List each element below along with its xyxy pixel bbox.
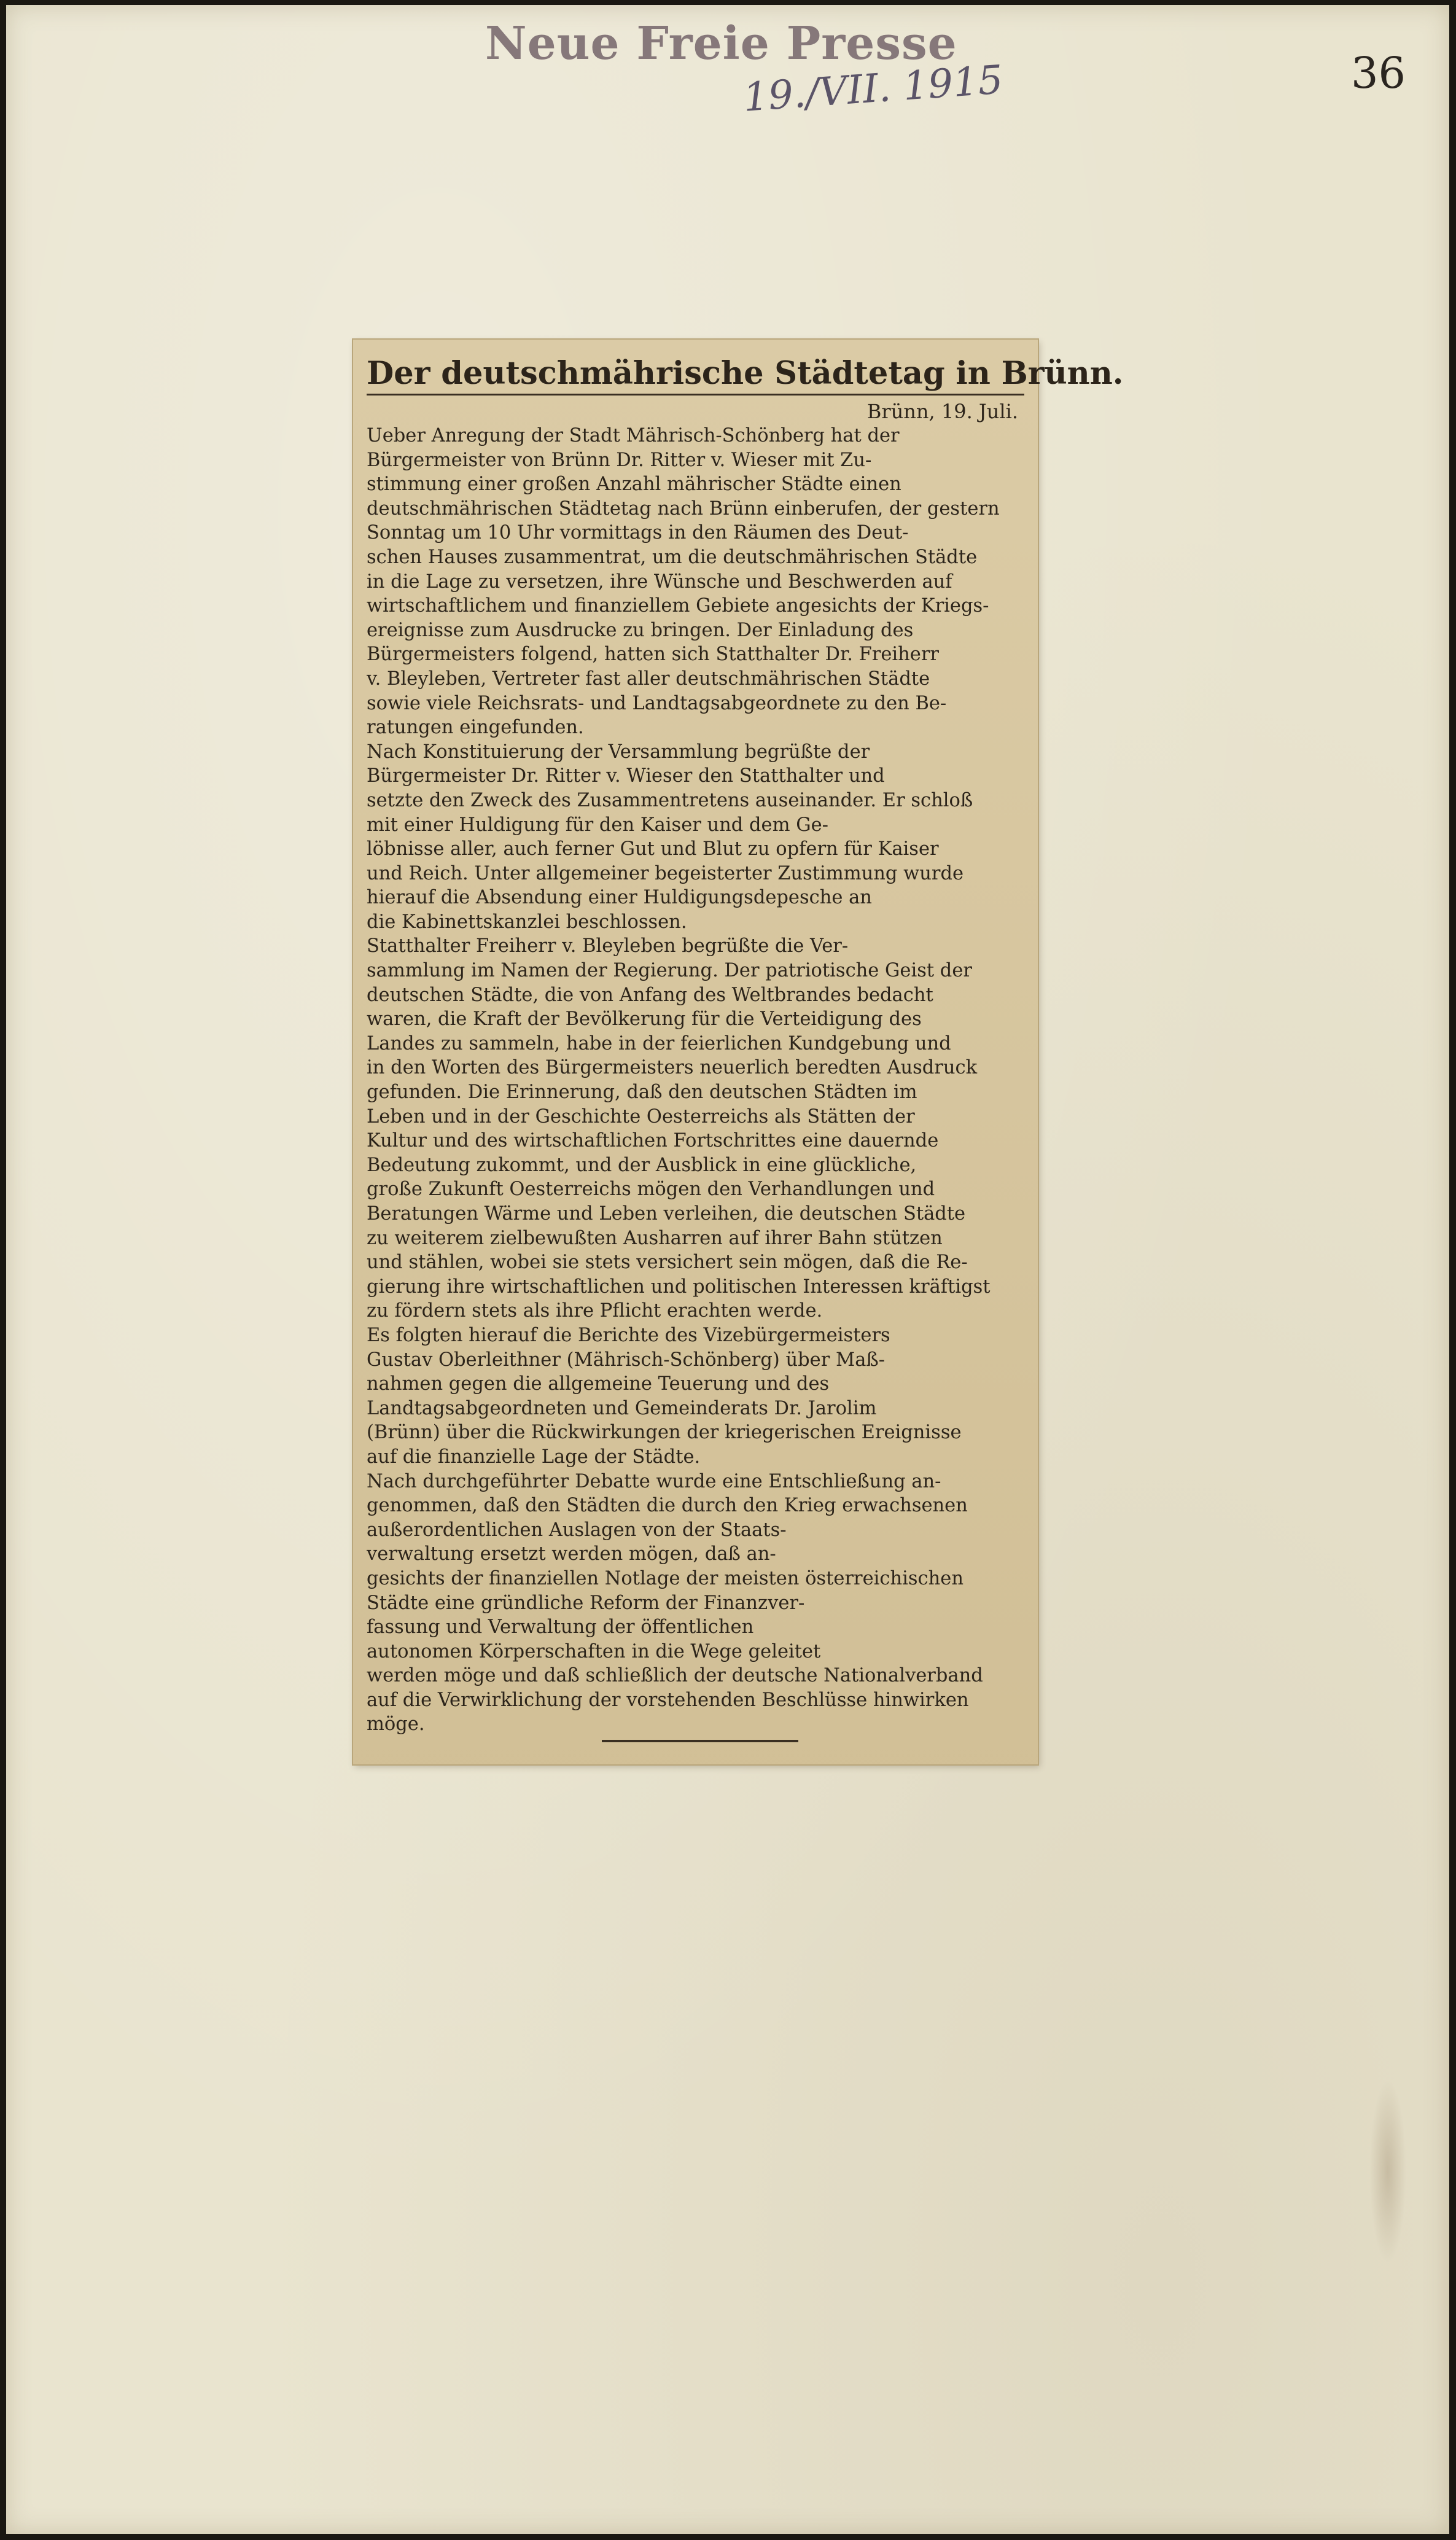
article-line: v. Bleyleben, Vertreter fast aller deutschmährischen Städte [367, 668, 930, 690]
article-line: Statthalter Freiherr v. Bleyleben begrüßte die Ver- [367, 935, 849, 957]
article-line: Nach Konstituierung der Versammlung begrüßte der [367, 741, 870, 763]
article-line: Kultur und des wirtschaftlichen Fortschrittes eine dauernde [367, 1130, 939, 1152]
archive-sheet [6, 5, 1449, 2534]
article-line: zu fördern stets als ihre Pflicht erachten werde. [367, 1300, 823, 1322]
article-line: schen Hauses zusammentrat, um die deutschmährischen Städte [367, 546, 978, 568]
article-line: wirtschaftlichem und finanziellem Gebiete angesichts der Kriegs- [367, 595, 989, 617]
article-line: Landtagsabgeordneten und Gemeinderats Dr. Jarolim [367, 1397, 877, 1419]
article-line: Beratungen Wärme und Leben verleihen, die deutschen Städte [367, 1203, 966, 1225]
article-line: deutschen Städte, die von Anfang des Weltbrandes bedacht [367, 984, 933, 1006]
article-line: Leben und in der Geschichte Oesterreichs als Stätten der [367, 1105, 915, 1128]
article-line: Landes zu sammeln, habe in der feierlichen Kundgebung und [367, 1032, 951, 1054]
article-line: Nach durchgeführter Debatte wurde eine Entschließung an- [367, 1470, 941, 1492]
article-line: setzte den Zweck des Zusammentretens auseinander. Er schloß [367, 789, 973, 811]
article-line: gierung ihre wirtschaftlichen und politischen Interessen kräftigst [367, 1276, 991, 1298]
page-number: 36 [1351, 48, 1406, 98]
article-line: werden möge und daß schließlich der deutsche Nationalverband [367, 1665, 983, 1687]
headline-rule [367, 394, 1024, 395]
article-line: stimmung einer großen Anzahl mährischer Städte einen [367, 473, 901, 496]
article-line: Es folgten hierauf die Berichte des Vizebürgermeisters [367, 1324, 890, 1346]
article-line: gefunden. Die Erinnerung, daß den deutschen Städten im [367, 1081, 917, 1104]
article-line: deutschmährischen Städtetag nach Brünn einberufen, der gestern [367, 497, 1000, 520]
article-line: Gustav Oberleithner (Mährisch-Schönberg) über Maß- [367, 1349, 886, 1371]
article-line: fassung und Verwaltung der öffentlichen [367, 1616, 754, 1638]
article-end-rule [602, 1740, 798, 1742]
article-line: Bedeutung zukommt, und der Ausblick in eine glückliche, [367, 1154, 917, 1176]
article-line: sammlung im Namen der Regierung. Der patriotische Geist der [367, 960, 972, 982]
article-line: die Kabinettskanzlei beschlossen. [367, 911, 687, 933]
article-line: waren, die Kraft der Bevölkerung für die Verteidigung des [367, 1008, 922, 1030]
newspaper-clipping [353, 340, 1124, 1764]
article-line: und Reich. Unter allgemeiner begeisterter Zustimmung wurde [367, 862, 964, 884]
article-dateline: Brünn, 19. Juli. [866, 400, 1018, 423]
article-headline: Der deutschmährische Städtetag in Brünn. [367, 355, 1124, 392]
newspaper-stamp: Neue Freie Presse [485, 17, 957, 70]
article-line: in die Lage zu versetzen, ihre Wünsche und Beschwerden auf [367, 571, 952, 593]
article [367, 354, 1124, 1737]
article-line: Bürgermeisters folgend, hatten sich Statthalter Dr. Freiherr [367, 644, 939, 666]
article-line: zu weiterem zielbewußten Ausharren auf ihrer Bahn stützen [367, 1227, 943, 1249]
article-line: auf die finanzielle Lage der Städte. [367, 1446, 701, 1468]
article-body [367, 424, 1024, 1737]
article-line: und stählen, wobei sie stets versichert sein mögen, daß die Re- [367, 1252, 968, 1274]
article-line: Sonntag um 10 Uhr vormittags in den Räumen des Deut- [367, 522, 909, 544]
article-line: außerordentlichen Auslagen von der Staats- [367, 1519, 787, 1541]
article-line: in den Worten des Bürgermeisters neuerlich beredten Ausdruck [367, 1057, 978, 1079]
article-line: Ueber Anregung der Stadt Mährisch-Schönberg hat der [367, 425, 900, 446]
article-line: mit einer Huldigung für den Kaiser und dem Ge- [367, 814, 828, 836]
article-line: nahmen gegen die allgemeine Teuerung und des [367, 1373, 830, 1395]
article-line: sowie viele Reichsrats- und Landtagsabgeordnete zu den Be- [367, 692, 947, 714]
paper-stain [1369, 2079, 1406, 2264]
article-line: (Brünn) über die Rückwirkungen der kriegerischen Ereignisse [367, 1422, 962, 1444]
article-line: hierauf die Absendung einer Huldigungsdepesche an [367, 887, 872, 909]
article-line: möge. [367, 1713, 425, 1736]
handwritten-date: 19./VII. 1915 [741, 57, 1005, 121]
article-line: verwaltung ersetzt werden mögen, daß an- [367, 1543, 776, 1565]
article-line: ratungen eingefunden. [367, 717, 584, 739]
article-line: gesichts der finanziellen Notlage der meisten österreichischen [367, 1567, 964, 1589]
article-line: Bürgermeister Dr. Ritter v. Wieser den Statthalter und [367, 765, 885, 787]
article-line: große Zukunft Oesterreichs mögen den Verhandlungen und [367, 1178, 935, 1201]
article-line: Bürgermeister von Brünn Dr. Ritter v. Wieser mit Zu- [367, 449, 872, 471]
article-line: ereignisse zum Ausdrucke zu bringen. Der Einladung des [367, 619, 914, 641]
article-line: genommen, daß den Städten die durch den Krieg erwachsenen [367, 1495, 968, 1517]
article-line: Städte eine gründliche Reform der Finanzver- [367, 1592, 805, 1614]
article-line: autonomen Körperschaften in die Wege geleitet [367, 1640, 821, 1662]
article-line: löbnisse aller, auch ferner Gut und Blut zu opfern für Kaiser [367, 838, 939, 860]
article-line: auf die Verwirklichung der vorstehenden Beschlüsse hinwirken [367, 1689, 969, 1711]
